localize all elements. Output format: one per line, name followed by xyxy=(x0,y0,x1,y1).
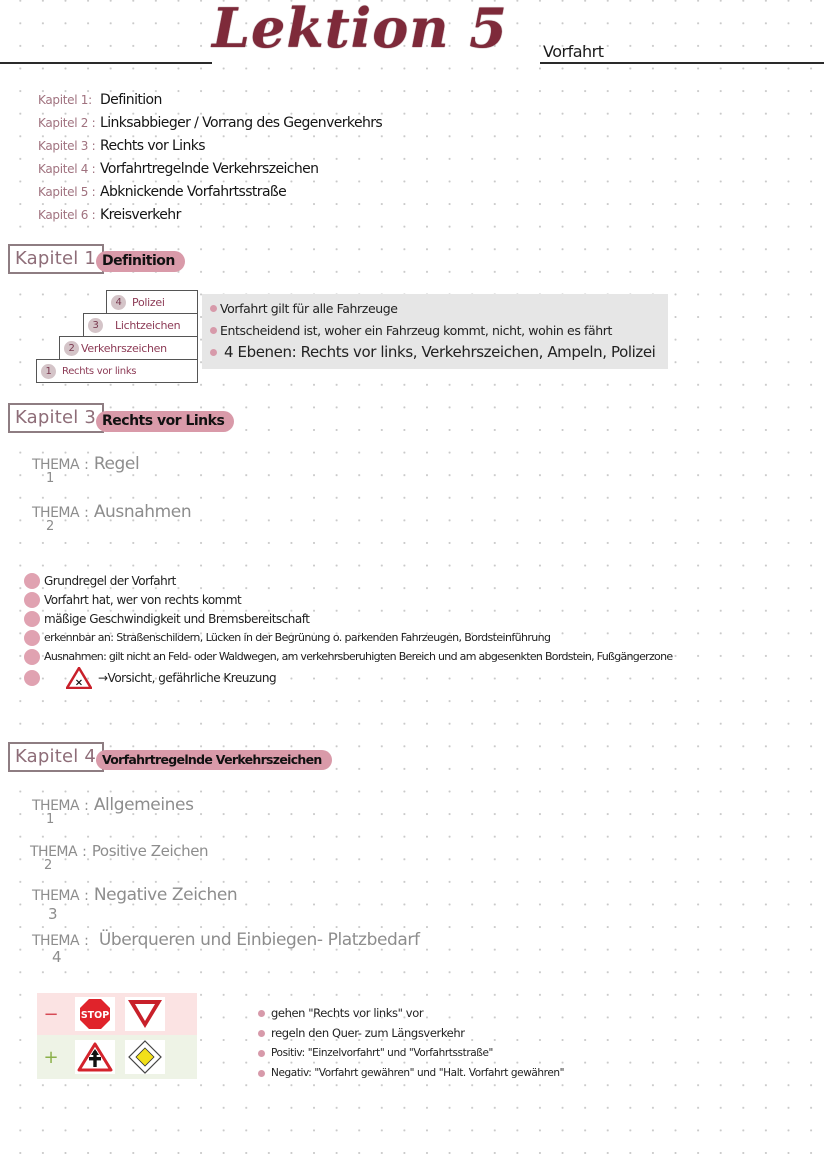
chapter-1-title: Definition xyxy=(96,251,185,272)
toc-label: Kapitel 4 : xyxy=(38,162,96,176)
priority-road-sign-icon xyxy=(125,1040,165,1074)
list-item xyxy=(24,647,672,666)
plus-icon: + xyxy=(43,1046,59,1068)
list-text: Vorfahrt hat, wer von rechts kommt xyxy=(44,592,242,607)
toc-item xyxy=(38,138,382,161)
svg-text:STOP: STOP xyxy=(80,1010,110,1021)
step-label: Verkehrszeichen xyxy=(81,341,167,355)
thema-keyword: THEMA xyxy=(32,933,80,949)
thema-colon: : xyxy=(82,844,87,860)
thema-keyword: THEMA xyxy=(32,505,80,521)
crossroads-warning-sign-icon xyxy=(66,667,92,689)
toc-text: Kreisverkehr xyxy=(100,207,181,223)
thema-colon: : xyxy=(84,457,89,473)
stair-step-2 xyxy=(59,336,198,360)
thema-item xyxy=(32,930,420,966)
title-rule-right xyxy=(540,62,824,64)
table-of-contents xyxy=(38,92,382,230)
thema-keyword: THEMA xyxy=(30,844,78,860)
bullet-icon xyxy=(24,649,40,665)
thema-colon: : xyxy=(84,798,89,814)
bullet-icon xyxy=(210,305,217,312)
bullet-icon xyxy=(258,1030,265,1037)
svg-text:×: × xyxy=(74,677,84,689)
thema-value: Überqueren und Einbiegen- Platzbedarf xyxy=(98,930,420,950)
toc-item xyxy=(38,184,382,207)
note-item xyxy=(202,341,668,363)
toc-text: Vorfahrtregelnde Verkehrszeichen xyxy=(100,161,319,177)
toc-label: Kapitel 6 : xyxy=(38,208,96,222)
definition-notes-box xyxy=(202,294,668,369)
toc-text: Abknickende Vorfahrtsstraße xyxy=(100,184,287,200)
stair-step-4 xyxy=(106,290,198,314)
rechts-vor-links-list xyxy=(24,571,672,690)
bullet-icon xyxy=(24,630,40,646)
list-item xyxy=(24,666,672,690)
bullet-icon xyxy=(210,327,217,334)
thema-number: 1 xyxy=(46,471,55,486)
toc-label: Kapitel 1: xyxy=(38,93,92,107)
list-item xyxy=(24,628,672,647)
thema-number: 3 xyxy=(48,905,58,923)
list-item xyxy=(258,1043,564,1063)
thema-keyword: THEMA xyxy=(32,798,80,814)
list-item xyxy=(24,590,672,609)
list-text: Negativ: "Vorfahrt gewähren" und "Halt. Vorfahrt gewähren" xyxy=(271,1067,565,1079)
thema-colon: : xyxy=(84,505,89,521)
lesson-subtitle: Vorfahrt xyxy=(543,42,604,61)
traffic-signs-table xyxy=(37,993,197,1079)
thema-number: 1 xyxy=(46,812,55,827)
toc-label: Kapitel 5 : xyxy=(38,185,96,199)
thema-item xyxy=(32,502,192,534)
chapter-1-label: Kapitel 1 xyxy=(8,244,104,274)
note-item xyxy=(202,319,668,341)
chapter-4-label: Kapitel 4 xyxy=(8,742,104,772)
list-text: erkennbar an: Straßenschildern, Lücken in der Begrünung o. parkenden Fahrzeugen, Bordsteinführung xyxy=(44,631,551,644)
minus-icon: − xyxy=(43,1003,59,1025)
stop-sign-icon xyxy=(75,997,115,1031)
list-item xyxy=(258,1003,564,1023)
priority-at-next-intersection-sign-icon xyxy=(75,1040,115,1074)
traffic-signs-notes xyxy=(258,1003,564,1083)
thema-item xyxy=(30,841,209,873)
note-item xyxy=(202,297,668,319)
toc-item xyxy=(38,207,382,230)
step-label: Lichtzeichen xyxy=(115,318,181,332)
thema-item xyxy=(32,795,194,827)
bullet-icon xyxy=(258,1070,265,1077)
yield-sign-icon xyxy=(125,997,165,1031)
thema-value: Regel xyxy=(93,454,140,474)
stair-step-1 xyxy=(36,359,198,383)
toc-item xyxy=(38,115,382,138)
thema-value: Positive Zeichen xyxy=(91,842,209,860)
list-text: Grundregel der Vorfahrt xyxy=(44,573,176,588)
list-item xyxy=(258,1063,564,1083)
title-rule-left xyxy=(0,62,212,64)
thema-keyword: THEMA xyxy=(32,888,80,904)
step-number: 2 xyxy=(64,341,79,356)
toc-item xyxy=(38,92,382,115)
toc-text: Rechts vor Links xyxy=(100,138,205,154)
thema-number: 2 xyxy=(46,519,55,534)
bullet-icon xyxy=(24,611,40,627)
note-text: Entscheidend ist, woher ein Fahrzeug kommt, nicht, wohin es fährt xyxy=(220,322,613,338)
bullet-icon xyxy=(24,670,40,686)
positive-signs-row xyxy=(37,1035,197,1079)
toc-label: Kapitel 3 : xyxy=(38,139,96,153)
negative-signs-row xyxy=(37,993,197,1035)
bullet-icon xyxy=(258,1010,265,1017)
thema-value: Negative Zeichen xyxy=(93,885,238,905)
step-label: Rechts vor links xyxy=(62,365,137,377)
thema-colon: : xyxy=(84,888,89,904)
lesson-title: Lektion 5 xyxy=(212,0,508,60)
list-item xyxy=(24,609,672,628)
note-text: 4 Ebenen: Rechts vor links, Verkehrszeichen, Ampeln, Polizei xyxy=(224,343,656,361)
list-text: Positiv: "Einzelvorfahrt" und "Vorfahrtsstraße" xyxy=(271,1047,493,1059)
bullet-icon xyxy=(24,573,40,589)
chapter-3-title: Rechts vor Links xyxy=(96,411,234,432)
thema-keyword: THEMA xyxy=(32,457,80,473)
thema-value: Allgemeines xyxy=(93,795,194,815)
chapter-3-label: Kapitel 3 xyxy=(8,403,104,433)
list-text: regeln den Quer- zum Längsverkehr xyxy=(271,1026,465,1040)
bullet-icon xyxy=(210,349,217,356)
stair-step-3 xyxy=(83,313,198,337)
list-item xyxy=(258,1023,564,1043)
toc-item xyxy=(38,161,382,184)
list-item xyxy=(24,571,672,590)
list-text: mäßige Geschwindigkeit und Bremsbereitschaft xyxy=(44,611,310,626)
thema-colon: : xyxy=(84,933,89,949)
step-number: 3 xyxy=(88,318,103,333)
bullet-icon xyxy=(258,1050,265,1057)
list-text: Ausnahmen: gilt nicht an Feld- oder Waldwegen, am verkehrsberuhigten Bereich und am abgesenkten Bordstein, Fußgängerzone xyxy=(44,650,673,663)
thema-number: 2 xyxy=(44,858,53,873)
bullet-icon xyxy=(24,592,40,608)
thema-number: 4 xyxy=(52,948,62,966)
thema-value: Ausnahmen xyxy=(93,502,192,522)
note-text: Vorfahrt gilt für alle Fahrzeuge xyxy=(220,300,398,316)
step-label: Polizei xyxy=(132,295,165,309)
thema-item xyxy=(32,454,140,486)
list-text: gehen "Rechts vor links" vor xyxy=(271,1006,424,1020)
thema-item xyxy=(32,885,238,923)
toc-text: Linksabbieger / Vorrang des Gegenverkehrs xyxy=(100,115,383,131)
chapter-4-title: Vorfahrtregelnde Verkehrszeichen xyxy=(96,750,332,770)
list-text: →Vorsicht, gefährliche Kreuzung xyxy=(98,671,277,685)
toc-label: Kapitel 2 : xyxy=(38,116,96,130)
toc-text: Definition xyxy=(100,92,162,108)
step-number: 1 xyxy=(41,364,56,379)
step-number: 4 xyxy=(111,295,126,310)
